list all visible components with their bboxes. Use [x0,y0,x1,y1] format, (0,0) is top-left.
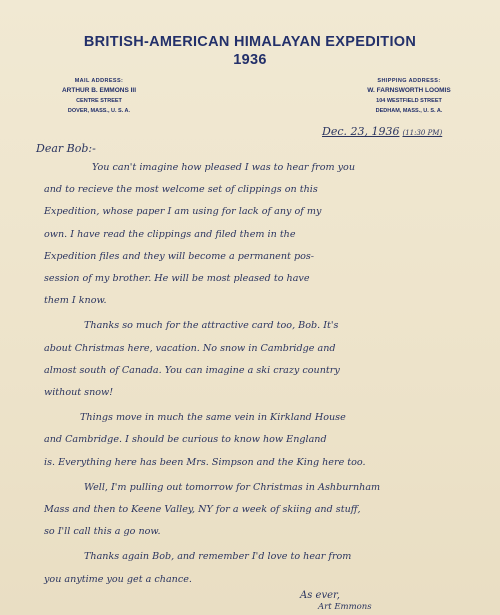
body-line: Things move in much the same vein in Kirkland House [80,412,346,424]
body-line: Thanks again Bob, and remember I'd love to hear from [84,551,352,563]
signature: Art Emmons [318,602,372,612]
body-line: Well, I'm pulling out tomorrow for Christmas in Ashburnham [84,481,381,493]
letter-date [322,125,442,138]
body-line: Expedition files and they will become a permanent pos- [44,250,315,262]
body-line: so I'll call this a go now. [44,526,161,538]
letterhead-title: BRITISH-AMERICAN HIMALAYAN EXPEDITION [83,34,417,50]
mail-address-label: MAIL ADDRESS: [74,78,124,84]
body-line: own. I have read the clippings and filed them in the [44,228,296,240]
body-line: Expedition, whose paper I am using for lack of any of my [44,206,322,218]
body-line: is. Everything here has been Mrs. Simpson and the King here too. [44,456,366,468]
salutation: Dear Bob:- [36,142,96,155]
letter-time: (11:30 PM) [402,129,443,137]
body-line: Thanks so much for the attractive card too, Bob. It's [84,320,339,332]
letter-date-text: Dec. 23, 1936 [322,125,400,138]
body-line: you anytime you get a chance. [44,573,192,585]
shipping-address-city: DEDHAM, MASS., U. S. A. [375,108,443,114]
mail-address-street: CENTRE STREET [76,98,122,104]
body-line: them I know. [44,295,107,307]
mail-address-city: DOVER, MASS., U. S. A. [67,108,131,114]
mail-address-block [34,76,164,116]
mail-address-name: ARTHUR B. EMMONS III [61,87,137,94]
shipping-address-block [344,76,474,116]
shipping-address-name: W. FARNSWORTH LOOMIS [367,87,451,94]
body-line: and Cambridge. I should be curious to know how England [44,434,327,446]
body-line: almost south of Canada. You can imagine a ski crazy country [44,364,340,376]
body-line: without snow! [44,387,114,398]
closing: As ever, [300,590,340,601]
shipping-address-street: 104 WESTFIELD STREET [376,98,442,104]
body-line: and to recieve the most welcome set of clippings on this [44,184,318,196]
shipping-address-label: SHIPPING ADDRESS: [377,78,441,84]
body-line: You can't imagine how pleased I was to hear from you [92,162,356,173]
body-line: about Christmas here, vacation. No snow in Cambridge and [44,342,336,354]
letterhead-year: 1936 [233,52,267,68]
body-line: session of my brother. He will be most pleased to have [44,273,310,284]
body-line: Mass and then to Keene Valley, NY for a week of skiing and stuff, [44,504,361,515]
